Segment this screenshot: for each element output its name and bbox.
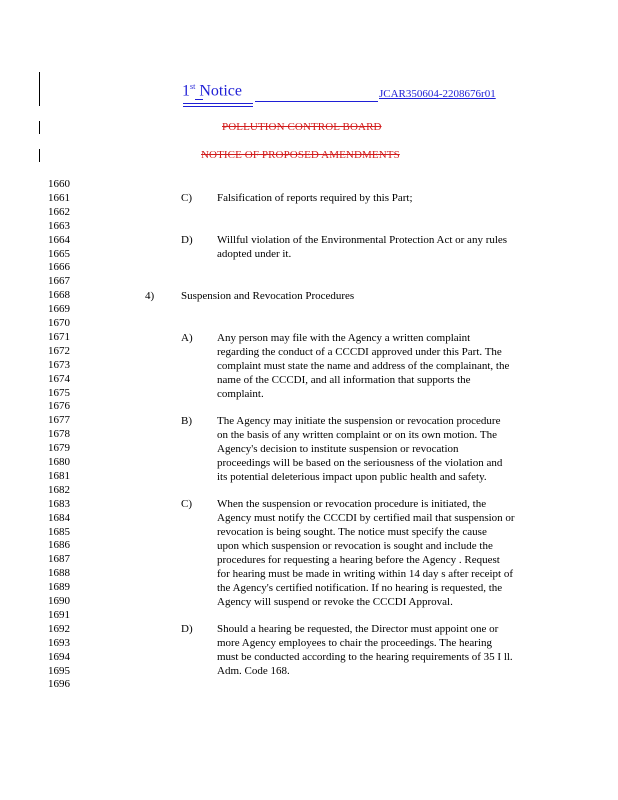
- notice-double-underline: [195, 99, 203, 100]
- text-line: for hearing must be made in writing within 14 day s after receipt of: [217, 568, 513, 580]
- item-text: [217, 497, 547, 609]
- text-line: Agency must notify the CCCDI by certified mail that suspension or: [217, 512, 515, 524]
- text-line: When the suspension or revocation procedure is initiated, the: [217, 498, 487, 510]
- item-label: C): [181, 498, 192, 510]
- notice-double-underline: [183, 103, 253, 104]
- header-underline: [255, 101, 378, 102]
- line-number: 1668: [48, 289, 70, 302]
- line-number: 1664: [48, 233, 70, 246]
- item-text: [217, 233, 547, 261]
- line-number: 1672: [48, 344, 70, 357]
- line-number: 1689: [48, 581, 70, 594]
- line-number: 1680: [48, 456, 70, 468]
- line-number: 1694: [48, 650, 70, 663]
- line-number: 1696: [48, 678, 70, 691]
- line-number: 1661: [48, 191, 70, 204]
- line-number: 1674: [48, 372, 70, 385]
- line-number: 1682: [48, 483, 70, 496]
- notice-subtitle: NOTICE OF PROPOSED AMENDMENTS: [201, 149, 400, 161]
- text-line: on the basis of any written complaint or on its own motion. The: [217, 429, 497, 441]
- line-number: 1662: [48, 205, 70, 218]
- text-line: its potential deleterious impact upon public health and safety.: [217, 471, 487, 483]
- line-number: 1665: [48, 247, 70, 260]
- line-number: 1669: [48, 303, 70, 316]
- change-bar: [39, 149, 40, 162]
- line-number: 1671: [48, 330, 70, 343]
- text-line: Agency's decision to institute suspension or revocation: [217, 443, 459, 455]
- text-line: procedures for requesting a hearing before the Agency . Request: [217, 554, 500, 566]
- line-number: 1676: [48, 400, 70, 413]
- line-number: 1684: [48, 511, 70, 524]
- line-number: 1673: [48, 358, 70, 371]
- line-number: 1670: [48, 317, 70, 329]
- line-number: 1683: [48, 497, 70, 510]
- notice-double-underline: [183, 106, 253, 107]
- line-number: 1685: [48, 525, 70, 538]
- text-line: Should a hearing be requested, the Director must appoint one or: [217, 623, 499, 635]
- notice-superscript: st: [190, 82, 196, 91]
- item-text: [217, 414, 547, 484]
- line-number: 1691: [48, 608, 70, 621]
- text-line: more Agency employees to chair the proceedings. The hearing: [217, 637, 493, 649]
- text-line: upon which suspension or revocation is sought and include the: [217, 540, 493, 552]
- line-number: 1687: [48, 553, 70, 566]
- line-number: 1660: [48, 178, 70, 190]
- item-label: A): [181, 332, 193, 344]
- line-number: 1686: [48, 539, 70, 552]
- line-number: 1690: [48, 595, 70, 607]
- item-text: [217, 331, 547, 401]
- line-number: 1667: [48, 275, 70, 288]
- item-label: C): [181, 192, 192, 204]
- change-bar: [39, 72, 40, 106]
- notice-number: 1: [182, 82, 190, 100]
- text-line: Any person may file with the Agency a written complaint: [217, 332, 471, 344]
- line-number: 1663: [48, 219, 70, 232]
- text-line: complaint must state the name and address of the complainant, the: [217, 360, 510, 372]
- notice-heading: [182, 82, 242, 100]
- text-line: regarding the conduct of a CCCDI approved under this Part. The: [217, 346, 502, 358]
- line-number: 1678: [48, 428, 70, 441]
- line-number: 1695: [48, 664, 70, 677]
- text-line: name of the CCCDI, and all information that supports the: [217, 374, 471, 386]
- notice-word: Notice: [199, 82, 242, 100]
- text-line: complaint.: [217, 388, 264, 400]
- line-number: 1693: [48, 636, 70, 649]
- text-line: Adm. Code 168.: [217, 665, 290, 677]
- change-bar: [39, 121, 40, 134]
- section-heading: Suspension and Revocation Procedures: [181, 290, 355, 302]
- board-title: POLLUTION CONTROL BOARD: [222, 121, 382, 133]
- item-label: D): [181, 623, 193, 635]
- text-line: Falsification of reports required by this Part;: [217, 192, 413, 204]
- text-line: the Agency's certified notification. If no hearing is requested, the: [217, 582, 503, 594]
- line-number: 1692: [48, 622, 70, 635]
- text-line: Willful violation of the Environmental Protection Act or any rules: [217, 234, 508, 246]
- line-number: 1666: [48, 261, 70, 274]
- line-number: 1688: [48, 567, 70, 580]
- item-label: B): [181, 415, 192, 427]
- item-label: D): [181, 234, 193, 246]
- text-line: must be conducted according to the hearing requirements of 35 I ll.: [217, 651, 513, 663]
- line-number: 1675: [48, 386, 70, 399]
- text-line: adopted under it.: [217, 248, 292, 260]
- text-line: revocation is being sought. The notice must specify the cause: [217, 526, 487, 538]
- line-number: 1681: [48, 469, 70, 482]
- item-text: [217, 622, 547, 678]
- text-line: Agency will suspend or revoke the CCCDI Approval.: [217, 596, 453, 608]
- text-line: The Agency may initiate the suspension or revocation procedure: [217, 415, 501, 427]
- jcar-id: JCAR350604-2208676r01: [379, 88, 496, 100]
- section-number: 4): [145, 290, 155, 302]
- line-number: 1679: [48, 442, 70, 455]
- line-number: 1677: [48, 414, 70, 427]
- item-text: [217, 191, 547, 205]
- text-line: proceedings will be based on the seriousness of the violation and: [217, 457, 503, 469]
